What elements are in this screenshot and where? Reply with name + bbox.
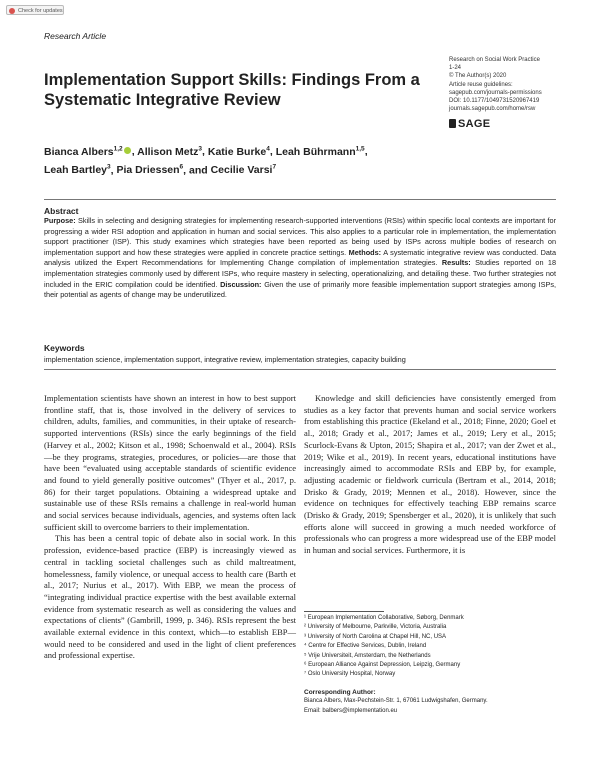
affiliation: ² University of Melbourne, Parkville, Victoria, Australia bbox=[304, 624, 447, 631]
corresponding-address: Bianca Albers, Max-Pechstein-Str. 1, 67061 Ludwigshafen, Germany. bbox=[304, 698, 488, 705]
article-type: Research Article bbox=[44, 31, 107, 41]
sage-logo-icon bbox=[449, 119, 456, 128]
journal-info bbox=[449, 56, 589, 113]
permissions-link[interactable]: sagepub.com/journals-permissions bbox=[449, 89, 542, 96]
crossmark-icon bbox=[9, 8, 15, 14]
affiliation: ⁶ European Alliance Against Depression, Leipzig, Germany bbox=[304, 662, 461, 669]
affiliations bbox=[304, 614, 556, 680]
article-title: Implementation Support Skills: Findings From a Systematic Integrative Review bbox=[44, 71, 420, 109]
journal-name: Research on Social Work Practice bbox=[449, 57, 540, 63]
abstract-text: Purpose: Skills in selecting and designing strategies for implementing research-supported interventions (RSIs) within specific local contexts are important for progressing a wider RSI adoption and application in human and social services. This also applies to a particular role in implementation, the implementation support practitioner (ISP). This study examines which strategies have been reported as being used by ISPs across multiple bodies of research on implementation support and how these strategies were applied in concrete practice settings. Methods: A systematic integrative review was conducted. Data analysis utilized the Expert Recommendations for Implementing Change compilation of implementation strategies. Results: Studies reported on 18 implementation strategies commonly used by different ISPs, who require mastery in selecting, operationalizing, and detailing these. Two further strategies not included in the ERIC compilation could be identified. Discussion: Given the use of primarily more feasible implementation support strategies among ISPs, their potential as agents of change may be underutilized. bbox=[44, 216, 557, 300]
footnote-divider bbox=[304, 611, 384, 612]
author: Leah Bartley$^3$ bbox=[44, 163, 111, 176]
author: Bianca Albers$^{1,2}$ bbox=[44, 145, 123, 158]
abstract-heading: Abstract bbox=[44, 206, 79, 216]
affiliation: ⁴ Centre for Effective Services, Dublin, Ireland bbox=[304, 643, 427, 650]
corresponding-author bbox=[304, 688, 556, 716]
affiliation: ³ University of North Carolina at Chapel Hill, NC, USA bbox=[304, 633, 447, 640]
author: Katie Burke$^4$ bbox=[207, 145, 270, 158]
check-updates-label: Check for updates bbox=[18, 8, 63, 14]
orcid-icon[interactable] bbox=[124, 147, 131, 154]
body-column-right bbox=[304, 393, 556, 557]
divider bbox=[44, 199, 556, 200]
paragraph: Implementation scientists have shown an interest in how to best support frontline staff, that is, those involved in the delivery of services to children, adults, families, and communities, in their uptake of research-supported interventions (RSIs) since the early beginnings of the field (Harvey et al., 2002; Kitson et al., 1998; Schoenwald et al., 2004). RSIs—be they programs, strategies, procedures, or policies—are those that have been “evaluated using acceptable standards of scientific evidence and found to yield generally positive outcomes” (Thyer et al., 2017, p. 86) for their target populations. Obtaining a widespread uptake and sustainable use of these RSIs remains a challenge in real-world human and social services because individuals, agencies, and systems often lack sufficient skill to overcome barriers to their implementation. bbox=[44, 393, 296, 532]
affiliation: ¹ European Implementation Collaborative, Søborg, Denmark bbox=[304, 615, 464, 621]
affiliation: ⁵ Vrije Universiteit, Amsterdam, the Netherlands bbox=[304, 652, 431, 659]
author: Pia Driessen$^6$ bbox=[116, 163, 184, 176]
publisher-logo bbox=[449, 118, 490, 130]
keywords-heading: Keywords bbox=[44, 343, 85, 353]
author: Cecilie Varsi$^7$ bbox=[210, 163, 277, 176]
paragraph: Knowledge and skill deficiencies have consistently emerged from studies as a key factor that prevents human and social service workers from establishing this practice (Ekeland et al., 2018; Finne, 2020; Goel et al., 2018; Grady et al., 2017; James et al., 2019; Lery et al., 2015; Scurlock-Evans & Upton, 2015; Shapira et al., 2017; van der Zwet et al., 2019; Wike et al., 2019). In recent years, educational institutions have increasingly aimed to accommodate RSIs and EBP by, for example, adjusting academic or fieldwork curricula (Bertram et al., 2014, 2018; Drisko & Grady, 2019; Mennen et al., 2018). However, since the evidence on techniques for effectively teaching EBP remains scarce (Drisko & Grady, 2019; Spensberger et al., 2020), it is unlikely that such efforts alone will succeed in growing a much needed workforce of professionals who can progress a more widespread use of the EBP model in human and social services. Furthermore, it is bbox=[304, 393, 556, 556]
corresponding-email[interactable]: Email: balbers@implementation.eu bbox=[304, 707, 398, 714]
doi[interactable]: DOI: 10.1177/1049731520967419 bbox=[449, 98, 540, 105]
corresponding-heading: Corresponding Author: bbox=[304, 689, 376, 696]
author: Leah Bührmann$^{1,5}$ bbox=[275, 145, 365, 158]
author: Allison Metz$^3$ bbox=[137, 145, 203, 158]
check-for-updates-badge[interactable] bbox=[6, 5, 64, 15]
copyright: © The Author(s) 2020 bbox=[449, 73, 507, 80]
body-column-left bbox=[44, 393, 296, 662]
publisher-name: SAGE bbox=[458, 118, 491, 130]
divider bbox=[44, 369, 556, 370]
paragraph: This has been a central topic of debate also in social work. In this profession, evidence-based practice (EBP) is increasingly viewed as central in tackling societal challenges such as child maltreatment, homelessness, family violence, or unequal access to health care (Barth et al., 2017; Nurius et al., 2017). With EBP, we mean the process of “integrating individual practice expertise with the best available external evidence from systematic research as well as considering the values and expectations of clients” (Gambrill, 1999, p. 346). RSIs represent the best available external evidence in this context, which—to establish EBP—would need to be considered and used in the light of client preferences and professional expertise. bbox=[44, 533, 296, 661]
keywords-text: implementation science, implementation support, integrative review, implementation strategies, capacity building bbox=[44, 355, 406, 364]
reuse-guidelines: Article reuse guidelines: bbox=[449, 81, 513, 88]
journal-home-link[interactable]: journals.sagepub.com/home/rsw bbox=[449, 106, 536, 113]
journal-pages: 1-24 bbox=[449, 65, 462, 72]
author-list: Bianca Albers$^{1,2}$ , Allison Metz$^3$, Katie Burke$^4$, Leah Bührmann$^{1,5}$, Leah Bartley$^3$, Pia Driessen$^6$, and Cecilie Varsi$^7$ bbox=[44, 145, 368, 176]
affiliation: ⁷ Oslo University Hospital, Norway bbox=[304, 671, 396, 678]
